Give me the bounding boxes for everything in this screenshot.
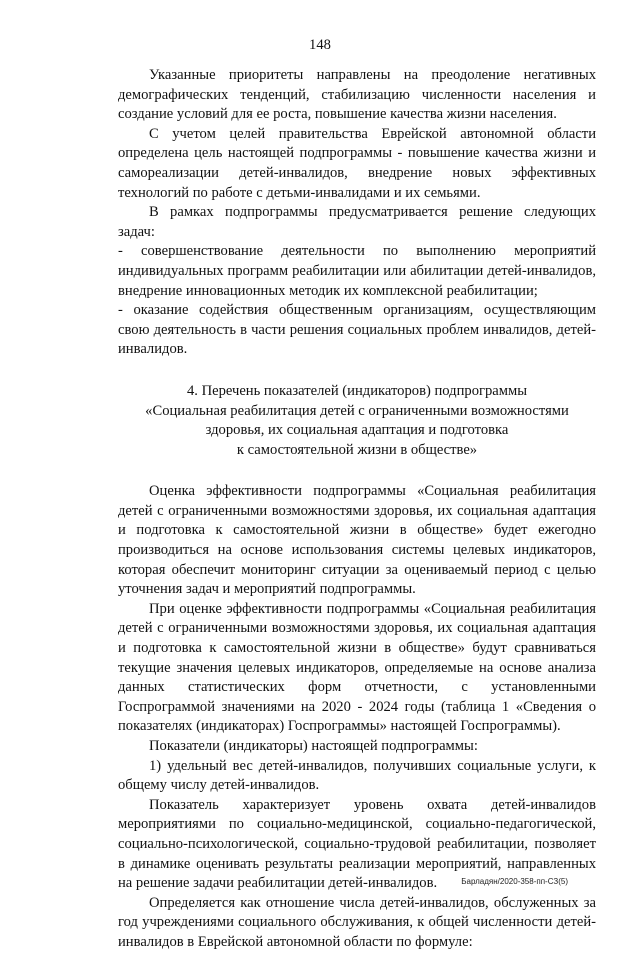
section-heading-line: здоровья, их социальная адаптация и подготовка <box>205 422 509 439</box>
paragraph: Показатели (индикаторы) настоящей подпрограммы: <box>149 738 478 754</box>
paragraph: Определяется как отношение числа детей-инвалидов, обслуженных за год учреждениями социального обслуживания, к общей численности детей-инвалидов в Еврейской автономной области по формуле: <box>118 894 596 950</box>
section-heading-line: к самостоятельной жизни в обществе» <box>236 441 478 458</box>
paragraph: В рамках подпрограммы предусматривается решение следующих задач: <box>118 204 596 240</box>
paragraph: Оценка эффективности подпрограммы «Социальная реабилитация детей с ограниченными возможностями здоровья, их социальная адаптация и подготовка к самостоятельной жизни в обществе» будет ежегодно производиться на основе использования системы целевых индикаторов, которая обеспечит мониторинг ситуации за оцениваемый период с целью уточнения задач и мероприятий подпрограммы. <box>118 483 596 598</box>
section-heading-line: «Социальная реабилитация детей с ограниченными возможностями <box>145 402 569 419</box>
paragraph: С учетом целей правительства Еврейской автономной области определена цель настоящей подпрограммы - повышение качества жизни и самореализации детей-инвалидов, внедрение новых эффективных технологий по работе с детьми-инвалидами и их семьями. <box>118 125 596 201</box>
paragraph: 1) удельный вес детей-инвалидов, получивших социальные услуги, к общему числу детей-инвалидов. <box>118 757 596 794</box>
task-item: - оказание содействия общественным организациям, осуществляющим свою деятельность в части решения социальных проблем инвалидов, детей-инвалидов. <box>118 302 596 358</box>
document-body <box>118 66 596 953</box>
page-number: 148 <box>309 37 331 53</box>
section-heading-line: 4. Перечень показателей (индикаторов) подпрограммы <box>186 382 528 399</box>
section-heading <box>118 382 596 460</box>
task-item: - совершенствование деятельности по выполнению мероприятий индивидуальных программ реабилитации или абилитации детей-инвалидов, внедрение инновационных методик их комплексной реабилитации; <box>118 243 596 299</box>
paragraph: Указанные приоритеты направлены на преодоление негативных демографических тенденций, стабилизацию численности населения и создание условий для ее роста, повышение качества жизни населения. <box>118 67 596 123</box>
paragraph: Показатель характеризует уровень охвата детей-инвалидов мероприятиями по социально-медицинской, социально-педагогической, социально-психологической, социально-трудовой реабилитации, позволяет в динамике оценивать результаты реализации мероприятий, направленных на решение задачи реабилитации детей-инвалидов. <box>118 796 596 892</box>
paragraph: При оценке эффективности подпрограммы «Социальная реабилитация детей с ограниченными возможностями здоровья, их социальная адаптация и подготовка к самостоятельной жизни в обществе» будут сравниваться текущие значения целевых индикаторов, определяемые на основе анализа данных статистических форм отчетности, с установленными Госпрограммой значениями на 2020 - 2024 годы (таблица 1 «Сведения о показателях (индикаторах) Госпрограммы» настоящей Госпрограммы). <box>118 600 596 735</box>
document-footer-code: Барладян/2020-358-пп-СЗ(5) <box>461 877 568 886</box>
